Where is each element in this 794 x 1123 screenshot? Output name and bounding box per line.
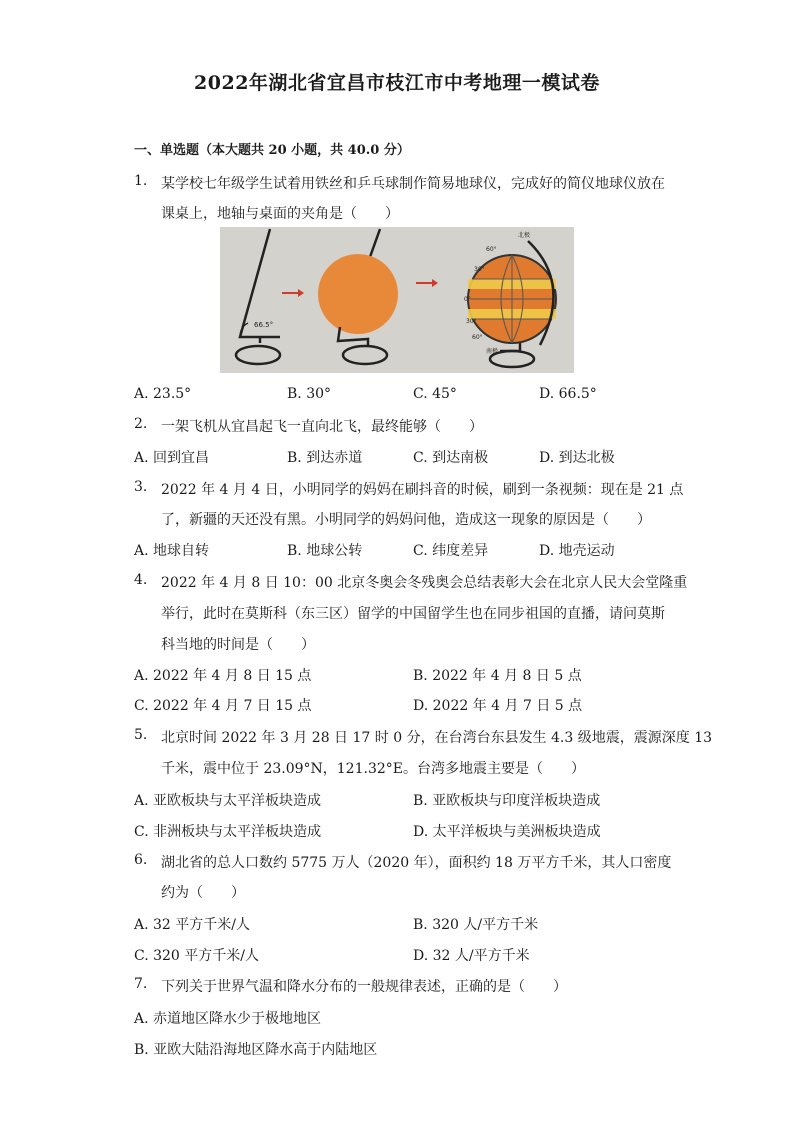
option-c[interactable]: C. 2022 年 4 月 7 日 15 点: [134, 698, 312, 714]
option-c[interactable]: C. 到达南极: [413, 450, 489, 466]
option-a[interactable]: A. 亚欧板块与太平洋板块造成: [134, 793, 322, 809]
question-text: 一架飞机从宜昌起飞一直向北飞，最终能够（ ）: [161, 419, 483, 435]
question-number: 2.: [134, 416, 148, 432]
question-text: 举行，此时在莫斯科（东三区）留学的中国留学生也在同步祖国的直播，请问莫斯: [161, 606, 665, 622]
question-number: 6.: [134, 852, 148, 868]
option-b[interactable]: B. 2022 年 4 月 8 日 5 点: [413, 668, 582, 684]
ping-pong-ball: [318, 254, 398, 334]
globe-label: 北极: [518, 232, 531, 239]
option-b[interactable]: B. 亚欧大陆沿海地区降水高于内陆地区: [134, 1042, 378, 1058]
globe-model-illustration: [220, 227, 574, 373]
question-text: 北京时间 2022 年 3 月 28 日 17 时 0 分，在台湾台东县发生 4.3 级地震，震源深度 13: [161, 730, 713, 746]
globe-model-figure: [220, 227, 574, 373]
question-text: 课桌上，地轴与桌面的夹角是（ ）: [161, 206, 399, 222]
question-number: 7.: [134, 976, 148, 992]
question-text: 了，新疆的天还没有黑。小明同学的妈妈问他，造成这一现象的原因是（ ）: [161, 512, 651, 528]
question-text: 下列关于世界气温和降水分布的一般规律表述，正确的是（ ）: [161, 979, 567, 995]
option-b[interactable]: B. 到达赤道: [287, 450, 363, 466]
option-c[interactable]: C. 非洲板块与太平洋板块造成: [134, 824, 322, 840]
question-text: 2022 年 4 月 4 日，小明同学的妈妈在刷抖音的时候，刷到一条视频：现在是 21 点: [161, 482, 684, 498]
option-d[interactable]: D. 66.5°: [539, 386, 597, 402]
option-d[interactable]: D. 地壳运动: [539, 543, 615, 559]
option-d[interactable]: D. 太平洋板块与美洲板块造成: [413, 824, 601, 840]
question-text: 约为（ ）: [161, 885, 245, 901]
question-number: 1.: [134, 173, 148, 189]
option-b[interactable]: B. 地球公转: [287, 543, 363, 559]
option-a[interactable]: A. 2022 年 4 月 8 日 15 点: [134, 668, 312, 684]
globe-label: 南极: [486, 348, 499, 355]
question-text: 2022 年 4 月 8 日 10：00 北京冬奥会冬残奥会总结表彰大会在北京人民大会堂隆重: [161, 575, 688, 591]
question-number: 3.: [134, 479, 148, 495]
question-number: 4.: [134, 572, 148, 588]
globe-label: 30°: [474, 266, 485, 273]
globe-label: 60°: [472, 334, 483, 341]
option-d[interactable]: D. 32 人/平方千米: [413, 948, 530, 964]
globe-label: 30°: [466, 318, 477, 325]
globe-label: 60°: [486, 246, 497, 253]
option-b[interactable]: B. 亚欧板块与印度洋板块造成: [413, 793, 601, 809]
option-a[interactable]: A. 赤道地区降水少于极地地区: [134, 1011, 322, 1027]
angle-label: 66.5°: [254, 321, 274, 329]
question-text: 湖北省的总人口数约 5775 万人（2020 年），面积约 18 万平方千米，其人口密度: [161, 855, 672, 871]
option-a[interactable]: A. 23.5°: [134, 386, 192, 402]
option-c[interactable]: C. 45°: [413, 386, 457, 402]
question-text: 科当地的时间是（ ）: [161, 637, 315, 653]
option-c[interactable]: C. 320 平方千米/人: [134, 948, 260, 964]
wire-stand-1: [236, 346, 280, 364]
section-heading: 一、单选题（本大题共 20 小题，共 40.0 分）: [134, 143, 410, 158]
option-d[interactable]: D. 到达北极: [539, 450, 615, 466]
question-text: 某学校七年级学生试着用铁丝和乒乓球制作简易地球仪，完成好的简仪地球仪放在: [161, 176, 665, 192]
option-b[interactable]: B. 320 人/平方千米: [413, 917, 539, 933]
option-c[interactable]: C. 纬度差异: [413, 543, 489, 559]
option-a[interactable]: A. 32 平方千米/人: [134, 917, 250, 933]
exam-title: 2022年湖北省宜昌市枝江市中考地理一模试卷: [194, 72, 600, 94]
question-text: 千米，震中位于 23.09°N，121.32°E。台湾多地震主要是（ ）: [161, 761, 585, 777]
option-a[interactable]: A. 地球自转: [134, 543, 210, 559]
option-b[interactable]: B. 30°: [287, 386, 332, 402]
option-d[interactable]: D. 2022 年 4 月 7 日 5 点: [413, 698, 583, 714]
wire-stand-2: [343, 346, 387, 364]
option-a[interactable]: A. 回到宜昌: [134, 450, 210, 466]
question-number: 5.: [134, 727, 148, 743]
globe-label: 0°: [464, 296, 471, 303]
